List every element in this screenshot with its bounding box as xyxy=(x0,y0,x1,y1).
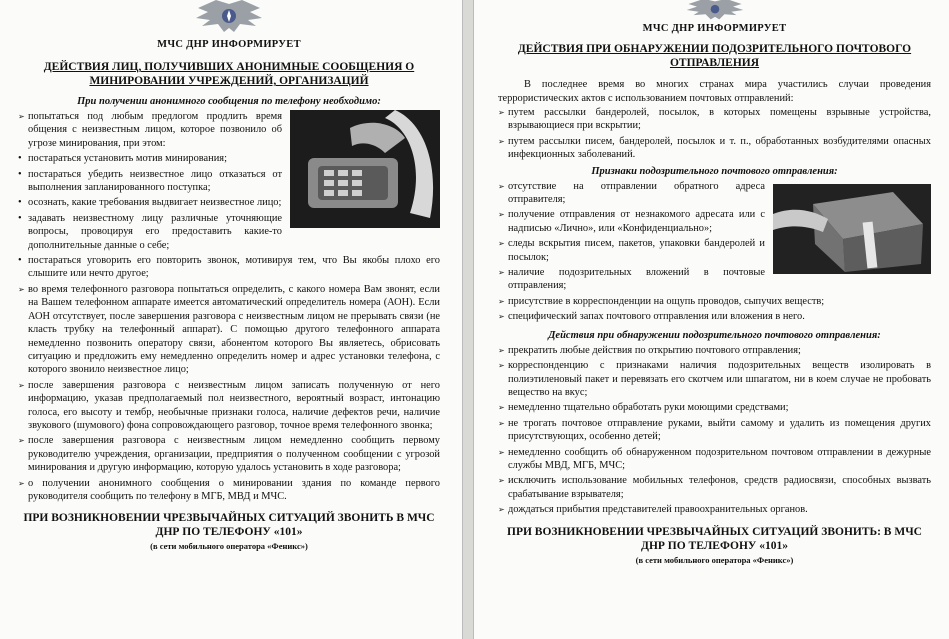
list-item: • постараться уговорить его повторить звонок, мотивируя тем, что Вы якобы плохо его слышите или нечто другое; xyxy=(18,254,440,281)
phone-section xyxy=(18,110,440,283)
mobile-network-note: (в сети мобильного оператора «Феникс») xyxy=(635,554,794,565)
list-item: • постараться убедить неизвестное лицо отказаться от выполнения запланированного поступка; xyxy=(18,168,440,195)
list-item: ➢ дождаться прибытия представителей правоохранительных органов. xyxy=(498,503,931,516)
actions-list xyxy=(498,344,931,517)
emergency-call-text: ПРИ ВОЗНИКНОВЕНИИ ЧРЕЗВЫЧАЙНЫХ СИТУАЦИЙ ЗВОНИТЬ В МЧС ДНР ПО ТЕЛЕФОНУ «101» xyxy=(23,512,435,539)
list-item: ➢ корреспонденцию с признаками наличия подозрительных веществ изолировать в полиэтиленовый пакет и перевязать его скотчем или шпагатом, ни в коем случае не пробовать вещество на вкус; xyxy=(498,359,931,399)
list-item: ➢ о получении анонимного сообщения о минировании здания по команде первого руководителя сообщить по телефону в МГБ, МВД и МЧС. xyxy=(18,477,440,504)
page-gutter xyxy=(462,0,474,639)
list-item: • постараться установить мотив минирования; xyxy=(18,152,440,165)
leaflet-title: ДЕЙСТВИЯ ПРИ ОБНАРУЖЕНИИ ПОДОЗРИТЕЛЬНОГО ПОЧТОВОГО ОТПРАВЛЕНИЯ xyxy=(517,43,912,69)
org-heading: МЧС ДНР ИНФОРМИРУЕТ xyxy=(157,39,301,50)
list-item: ➢ во время телефонного разговора попытаться определить, с какого номера Вам звонят, если на Вашем телефонном аппарате имеется автоматический определитель номера (АОН). Если АОН отсутствует, после завершения разговора с неизвестным лицом не прерывать связи (не класть трубку на телефонный аппарат). С помощью другого телефонного аппарата немедленно позвонить оператору связи, абонентом которого Вы являетесь, обрисовать ситуацию и предложить ему немедленно определить номер и адрес установки телефона, с которого звонило неизвестное лицо; xyxy=(18,283,440,377)
list-item: ➢ наличие подозрительных вложений в почтовые отправления; xyxy=(498,266,931,293)
eagle-emblem-icon xyxy=(685,0,745,22)
list-item: ➢ отсутствие на отправлении обратного адреса отправителя; xyxy=(498,180,931,207)
right-leaflet xyxy=(474,0,949,639)
org-heading: МЧС ДНР ИНФОРМИРУЕТ xyxy=(642,23,787,34)
signs-section xyxy=(498,180,931,326)
list-item: ➢ попытаться под любым предлогом продлить время общения с неизвестным лицом, которое позвонило об угрозе минирования, при этом: xyxy=(18,110,440,150)
left-leaflet xyxy=(0,0,462,639)
list-item: ➢ немедленно сообщить об обнаруженном подозрительном почтовом отправлении в дежурные службы МВД, МГБ, МЧС; xyxy=(498,446,931,473)
actions-subtitle: Действия при обнаружении подозрительного почтового отправления: xyxy=(548,329,881,341)
list-item: ➢ путем рассылки писем, бандеролей, посылок и т. п., обработанных возбудителями опасных инфекционных заболеваний. xyxy=(498,135,931,162)
list-item: ➢ прекратить любые действия по открытию почтового отправления; xyxy=(498,344,931,357)
signs-subtitle: Признаки подозрительного почтового отправления: xyxy=(591,165,838,177)
list-item: ➢ немедленно тщательно обработать руки моющими средствами; xyxy=(498,401,931,414)
section-subtitle: При получении анонимного сообщения по телефону необходимо: xyxy=(77,96,381,107)
emergency-call-text: ПРИ ВОЗНИКНОВЕНИИ ЧРЕЗВЫЧАЙНЫХ СИТУАЦИЙ ЗВОНИТЬ: В МЧС ДНР ПО ТЕЛЕФОНУ «101» xyxy=(507,525,922,552)
list-item: ➢ специфический запах почтового отправления или вложения в него. xyxy=(498,310,931,323)
list-item: ➢ не трогать почтовое отправление руками, выйти самому и удалить из помещения других присутствующих, особенно детей; xyxy=(498,417,931,444)
list-item: ➢ следы вскрытия писем, пакетов, упаковки бандеролей и посылок; xyxy=(498,237,931,264)
list-item: ➢ присутствие в корреспонденции на ощупь проводов, сыпучих веществ; xyxy=(498,295,931,308)
list-item: ➢ после завершения разговора с неизвестным лицом записать полученную от него информацию, указав предполагаемый пол неизвестного, вероятный возраст, интонацию голоса, его высоту и тембр, необычные признаки голоса, наличие дефектов речи, наличие звукового (шумового) фона сопровождающего разговор, точное время телефонного звонка; xyxy=(18,379,440,433)
list-item: ➢ путем рассылки бандеролей, посылок, в которых помещены взрывные устройства, взрывающиеся при вскрытии; xyxy=(498,106,931,133)
intro-list xyxy=(498,106,931,162)
list-item: ➢ после завершения разговора с неизвестным лицом немедленно сообщить первому руководителю учреждения, организации, предприятия о полученном сообщении с угрозой минирования и другую информацию, которую удалось установить в ходе разговора; xyxy=(18,434,440,474)
leaflet-title: ДЕЙСТВИЯ ЛИЦ, ПОЛУЧИВШИХ АНОНИМНЫЕ СООБЩЕНИЯ О МИНИРОВАНИИ УЧРЕЖДЕНИЙ, ОРГАНИЗАЦИЙ xyxy=(43,61,415,87)
list-item: • задавать неизвестному лицу различные уточняющие вопросы, провоцируя его предоставить какие-то дополнительные данные о себе; xyxy=(18,212,440,252)
list-item: ➢ получение отправления от незнакомого адресата или с надписью «Лично», или «Конфиденциально»; xyxy=(498,208,931,235)
actions-list xyxy=(18,283,440,504)
eagle-emblem-icon xyxy=(194,0,264,38)
list-item: • осознать, какие требования выдвигает неизвестное лицо; xyxy=(18,196,440,209)
list-item: ➢ исключить использование мобильных телефонов, средств радиосвязи, способных вызвать срабатывание взрывателя; xyxy=(498,474,931,501)
intro-paragraph: В последнее время во многих странах мира участились случаи проведения террористических актов с использованием почтовых отправлений: xyxy=(498,79,931,104)
mobile-network-note: (в сети мобильного оператора «Феникс») xyxy=(150,541,308,552)
